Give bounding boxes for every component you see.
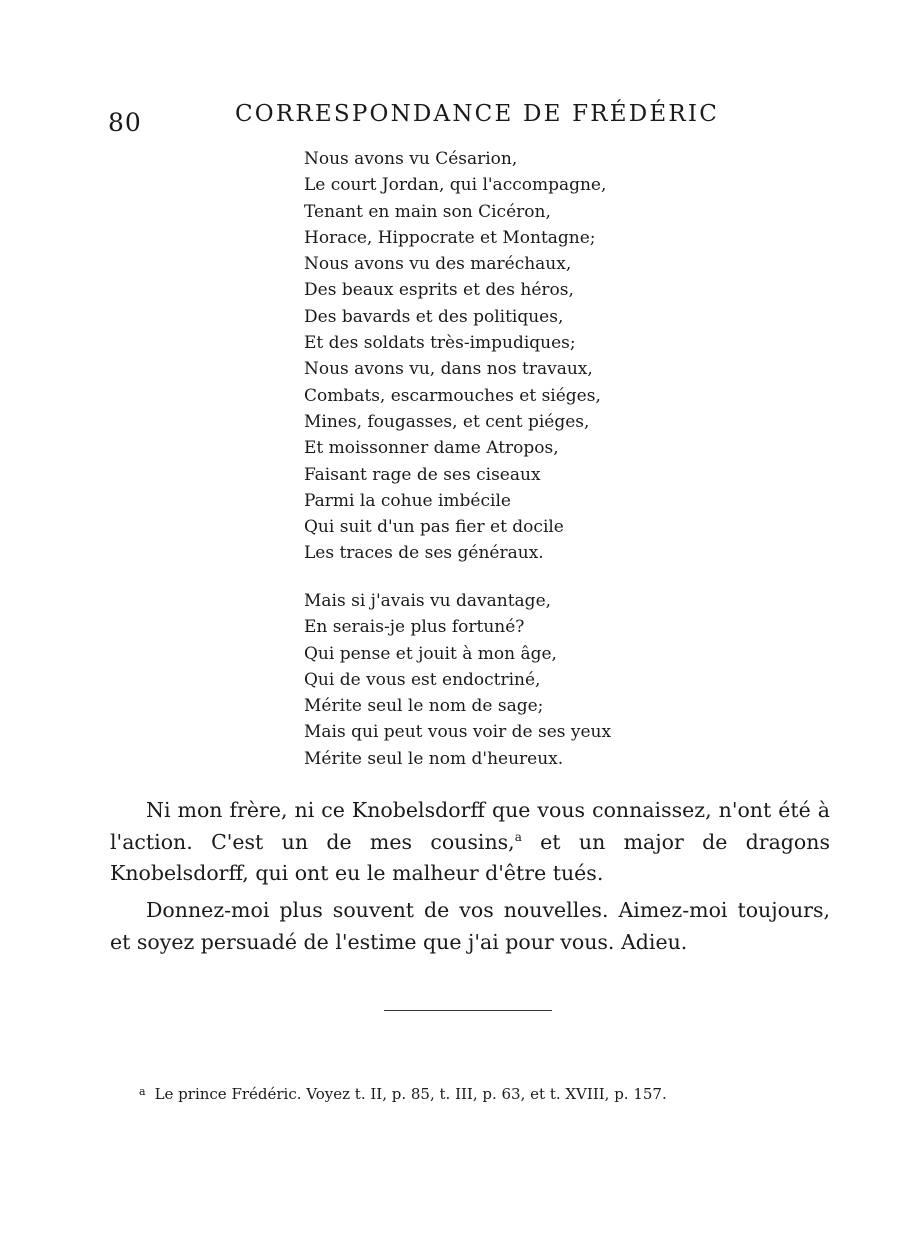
prose-text: et un major de dragons Knobelsdorff, qui ont eu le malheur d'être tués. (110, 829, 830, 885)
verse-line: Tenant en main son Cicéron, (304, 201, 551, 222)
verse-line: Horace, Hippocrate et Montagne; (304, 227, 596, 248)
verse-line: Mines, fougasses, et cent piéges, (304, 411, 590, 432)
footnote-marker: a (514, 829, 522, 844)
footnote-text: Le prince Frédéric. Voyez t. II, p. 85, t. III, p. 63, et t. XVIII, p. 157. (154, 1085, 667, 1103)
verse-line: Combats, escarmouches et siéges, (304, 385, 601, 406)
footnote (139, 1085, 667, 1103)
verse-line: Les traces de ses généraux. (304, 543, 544, 564)
prose-paragraph-1 (110, 795, 830, 890)
verse-line: Le court Jordan, qui l'accompagne, (304, 175, 607, 196)
poem-stanza-2 (304, 588, 611, 772)
prose-text: Ni mon frère, ni ce Knobelsdorff que vous connaissez, n'ont été à l'action. C'est un de mes cousins, (110, 798, 830, 854)
section-divider (384, 1010, 552, 1011)
verse-line: Mérite seul le nom de sage; (304, 696, 544, 717)
prose-paragraph-2: Donnez-moi plus souvent de vos nouvelles. Aimez-moi toujours, et soyez persuadé de l'estime que j'ai pour vous. Adieu. (110, 898, 830, 954)
poem-stanza-1 (304, 146, 606, 567)
verse-line: Mais si j'avais vu davantage, (304, 591, 552, 611)
verse-line: Nous avons vu, dans nos travaux, (304, 359, 593, 380)
verse-line: Nous avons vu des maréchaux, (304, 254, 572, 275)
verse-line: Nous avons vu Césarion, (304, 149, 518, 169)
verse-line: Des beaux esprits et des héros, (304, 280, 574, 301)
verse-line: Parmi la cohue imbécile (304, 490, 511, 511)
verse-line: Faisant rage de ses ciseaux (304, 464, 541, 485)
verse-line: Qui suit d'un pas fier et docile (304, 517, 564, 538)
verse-line: Et des soldats très-impudiques; (304, 333, 576, 354)
verse-line: Mais qui peut vous voir de ses yeux (304, 722, 612, 743)
verse-line: En serais-je plus fortuné? (304, 617, 525, 638)
footnote-letter: a (139, 1085, 146, 1098)
verse-line: Et moissonner dame Atropos, (304, 438, 559, 459)
verse-line: Des bavards et des politiques, (304, 306, 564, 327)
verse-line: Qui de vous est endoctriné, (304, 669, 541, 690)
verse-line: Mérite seul le nom d'heureux. (304, 748, 564, 769)
verse-line: Qui pense et jouit à mon âge, (304, 643, 557, 664)
running-head: CORRESPONDANCE DE FRÉDÉRIC (235, 101, 720, 127)
page-number: 80 (108, 108, 142, 137)
